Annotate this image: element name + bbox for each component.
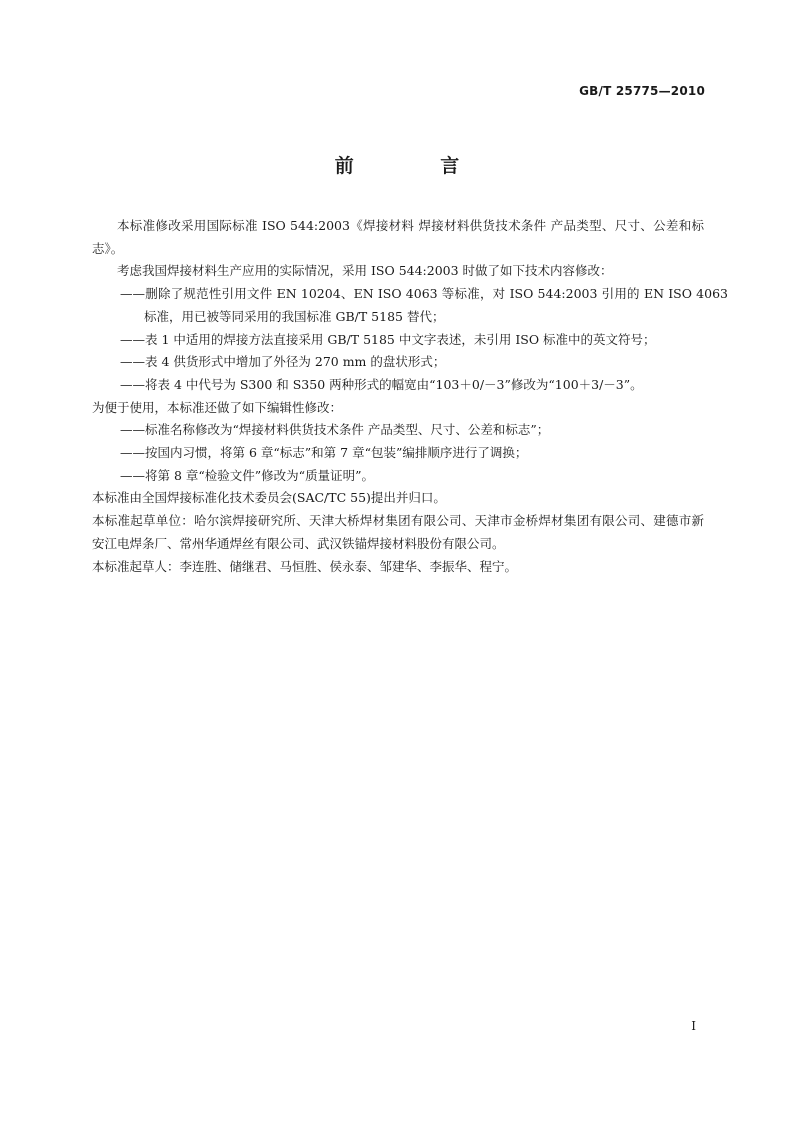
list-item-table1: ——表 1 中适用的焊接方法直接采用 GB/T 5185 中文字表述，未引用 ISO 标准中的英文符号； [120, 331, 656, 347]
paragraph-tech-changes-intro: 考虑我国焊接材料生产应用的实际情况，采用 ISO 544:2003 时做了如下技术内容修改： [117, 263, 613, 279]
paragraph-adoption: 本标准修改采用国际标准 ISO 544:2003《焊接材料 焊接材料供货技术条件 产品类型、尺寸、公差和标志》。 [92, 218, 704, 256]
foreword-body [92, 215, 728, 578]
paragraph-drafting-units: 本标准起草单位：哈尔滨焊接研究所、天津大桥焊材集团有限公司、天津市金桥焊材集团有限公司、建德市新安江电焊条厂、常州华通焊丝有限公司、武汉铁锚焊接材料股份有限公司。 [92, 513, 704, 551]
list-item-table4-coil: ——表 4 供货形式中增加了外径为 270 mm 的盘状形式； [120, 354, 446, 370]
paragraph-committee: 本标准由全国焊接标准化技术委员会(SAC/TC 55)提出并归口。 [92, 490, 446, 506]
list-item-chapter8: ——将第 8 章“检验文件”修改为“质量证明”。 [120, 467, 374, 483]
list-item-normative-refs: ——删除了规范性引用文件 EN 10204、EN ISO 4063 等标准，对 ISO 544:2003 引用的 EN ISO 4063 标准，用已被等同采用的我国标准 GB/T 5185 替代； [120, 286, 728, 324]
paragraph-editorial-intro: 为便于使用，本标准还做了如下编辑性修改： [92, 399, 343, 415]
document-code: GB/T 25775—2010 [579, 84, 705, 98]
list-item-table4-width: ——将表 4 中代号为 S300 和 S350 两种形式的幅宽由“103＋0/－3”修改为“100＋3/－3”。 [120, 376, 643, 392]
page-number: I [691, 1019, 696, 1033]
paragraph-drafters: 本标准起草人：李连胜、储继君、马恒胜、侯永泰、邹建华、李振华、程宁。 [92, 558, 518, 574]
page-title: 前 言 [334, 155, 500, 177]
list-item-chapter-order: ——按国内习惯，将第 6 章“标志”和第 7 章“包装”编排顺序进行了调换； [120, 445, 528, 461]
list-item-title-change: ——标准名称修改为“焊接材料供货技术条件 产品类型、尺寸、公差和标志”； [120, 422, 550, 438]
